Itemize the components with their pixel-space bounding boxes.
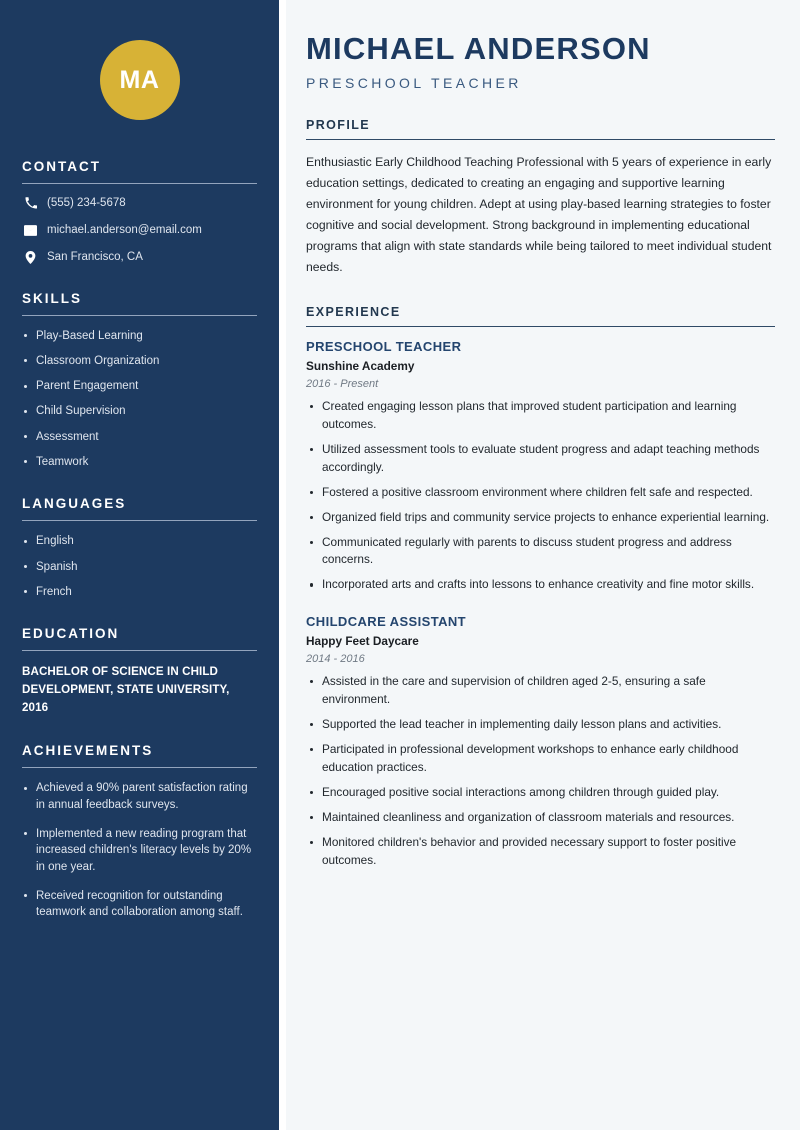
achievements-divider (22, 767, 257, 768)
avatar-wrapper (22, 0, 257, 120)
contact-phone-value: (555) 234-5678 (47, 197, 126, 209)
contact-section (22, 159, 257, 265)
list-item: Organized field trips and community service projects to enhance experiential learning. (306, 509, 775, 527)
contact-item-phone[interactable] (22, 196, 257, 211)
languages-heading: LANGUAGES (22, 496, 127, 512)
contact-email-value: michael.anderson@email.com (47, 223, 202, 236)
list-item: Encouraged positive social interactions among children through guided play. (306, 784, 775, 802)
map-pin-icon (22, 251, 39, 264)
education-divider (22, 650, 257, 651)
job-bullets (306, 673, 775, 869)
job-role-subtitle: PRESCHOOL TEACHER (306, 75, 522, 92)
job-company: Happy Feet Daycare (306, 634, 419, 649)
list-item: Utilized assessment tools to evaluate student progress and adapt teaching methods accordingly. (306, 441, 775, 477)
profile-heading: PROFILE (306, 118, 370, 133)
achievements-section (22, 743, 257, 921)
skills-list (22, 328, 257, 471)
list-item: Assisted in the care and supervision of children aged 2-5, ensuring a safe environment. (306, 673, 775, 709)
list-item: Assessment (22, 429, 257, 446)
list-item: Maintained cleanliness and organization of classroom materials and resources. (306, 809, 775, 827)
achievements-list (22, 780, 257, 921)
page-title: MICHAEL ANDERSON (306, 31, 651, 66)
education-entry: BACHELOR OF SCIENCE IN CHILD DEVELOPMENT, STATE UNIVERSITY, 2016 (22, 665, 230, 715)
list-item: Supported the lead teacher in implementing daily lesson plans and activities. (306, 716, 775, 734)
achievements-heading: ACHIEVEMENTS (22, 743, 154, 759)
list-item: Created engaging lesson plans that improved student participation and learning outcomes. (306, 398, 775, 434)
sidebar (0, 0, 279, 1130)
list-item: Achieved a 90% parent satisfaction rating in annual feedback surveys. (22, 780, 257, 813)
list-item: Child Supervision (22, 403, 257, 420)
contact-item-email[interactable] (22, 223, 257, 238)
list-item: Incorporated arts and crafts into lessons to enhance creativity and fine motor skills. (306, 576, 775, 594)
contact-location-value: San Francisco, CA (47, 250, 143, 263)
list-item: French (22, 584, 257, 601)
column-gap (279, 0, 286, 1130)
job-company: Sunshine Academy (306, 359, 415, 373)
list-item: English (22, 533, 257, 550)
list-item: Communicated regularly with parents to discuss student progress and address concerns. (306, 534, 775, 570)
job-bullets (306, 398, 775, 594)
skills-heading: SKILLS (22, 290, 83, 306)
languages-list (22, 533, 257, 600)
avatar: MA (100, 40, 180, 120)
skills-section (22, 291, 257, 471)
job-title: CHILDCARE ASSISTANT (306, 614, 466, 630)
envelope-icon (22, 224, 39, 237)
list-item: Received recognition for outstanding teamwork and collaboration among staff. (22, 888, 257, 921)
education-heading: EDUCATION (22, 626, 120, 642)
experience-divider (306, 326, 775, 327)
list-item: Monitored children's behavior and provided necessary support to foster positive outcomes. (306, 834, 775, 870)
experience-entry (306, 339, 775, 594)
education-section (22, 626, 257, 717)
list-item: Fostered a positive classroom environment where children felt safe and respected. (306, 484, 775, 502)
languages-divider (22, 520, 257, 521)
skills-divider (22, 315, 257, 316)
list-item: Teamwork (22, 454, 257, 471)
list-item: Implemented a new reading program that increased children's literacy levels by 20% in one year. (22, 826, 257, 876)
profile-section (306, 118, 775, 278)
list-item: Spanish (22, 559, 257, 576)
list-item: Play-Based Learning (22, 328, 257, 345)
phone-icon (22, 197, 39, 209)
contact-heading: CONTACT (22, 159, 101, 174)
experience-section (306, 305, 775, 870)
list-item: Participated in professional development workshops to enhance early childhood education practices. (306, 741, 775, 777)
profile-text: Enthusiastic Early Childhood Teaching Professional with 5 years of experience in early education settings, dedicated to creating an engaging and supportive learning environment for young children. Adept at using play-based learning strategies to foster cognitive and social development. Strong background in implementing educational programs that align with state standards while being tailored to meet individual student needs. (306, 155, 772, 275)
main-content (286, 0, 800, 1130)
job-dates: 2016 - Present (306, 378, 379, 390)
contact-divider (22, 183, 257, 184)
list-item: Classroom Organization (22, 353, 257, 370)
job-dates: 2014 - 2016 (306, 653, 365, 666)
profile-divider (306, 139, 775, 140)
contact-item-location[interactable] (22, 250, 257, 265)
experience-entry (306, 614, 775, 869)
languages-section (22, 496, 257, 600)
experience-heading: EXPERIENCE (306, 305, 401, 319)
job-title: PRESCHOOL TEACHER (306, 339, 462, 354)
list-item: Parent Engagement (22, 378, 257, 395)
